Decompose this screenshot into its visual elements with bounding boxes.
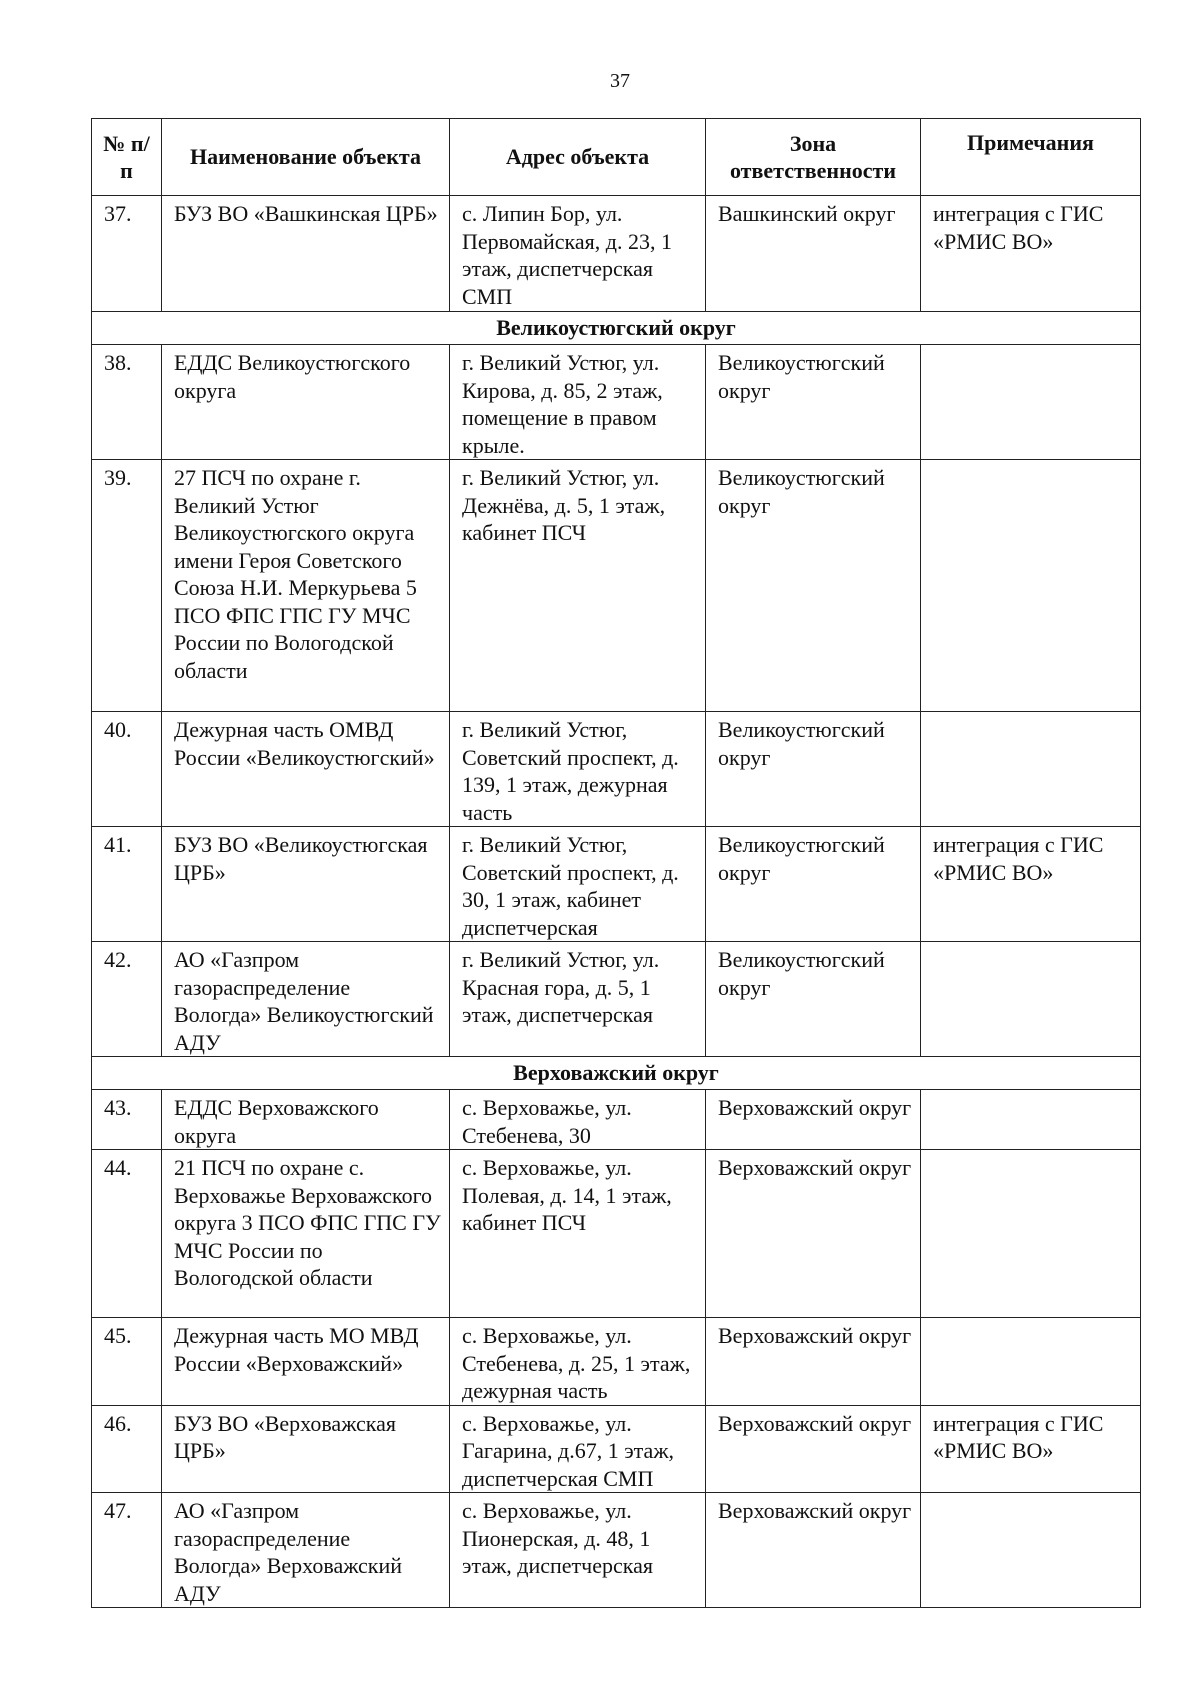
row-note: [921, 1150, 1141, 1318]
row-note: [921, 712, 1141, 827]
row-number: 45.: [92, 1318, 162, 1406]
section-row: [92, 1057, 1141, 1090]
row-note: [921, 345, 1141, 460]
table-row: [92, 1493, 1141, 1608]
responsibility-zone: Великоустюгский округ: [706, 827, 921, 942]
row-note: интеграция с ГИС «РМИС ВО»: [921, 827, 1141, 942]
object-name: 21 ПСЧ по охране с. Верховажье Верховажского округа 3 ПСО ФПС ГПС ГУ МЧС России по Вологодской области: [162, 1150, 450, 1318]
table-row: [92, 460, 1141, 712]
header-address: Адрес объекта: [450, 119, 706, 196]
row-number: 39.: [92, 460, 162, 712]
row-number: 42.: [92, 942, 162, 1057]
object-name: БУЗ ВО «Вашкинская ЦРБ»: [162, 196, 450, 312]
row-note: интеграция с ГИС «РМИС ВО»: [921, 1405, 1141, 1493]
header-num: № п/п: [92, 119, 162, 196]
row-number: 46.: [92, 1405, 162, 1493]
responsibility-zone: Великоустюгский округ: [706, 712, 921, 827]
table-row: [92, 1090, 1141, 1150]
table-row: [92, 1405, 1141, 1493]
row-note: [921, 1090, 1141, 1150]
section-row: [92, 312, 1141, 345]
object-name: ЕДДС Верховажского округа: [162, 1090, 450, 1150]
row-number: 43.: [92, 1090, 162, 1150]
row-number: 37.: [92, 196, 162, 312]
row-note: [921, 1493, 1141, 1608]
object-address: с. Липин Бор, ул. Первомайская, д. 23, 1 этаж, диспетчерская СМП: [450, 196, 706, 312]
table-row: [92, 1150, 1141, 1318]
section-title: Великоустюгский округ: [92, 312, 1141, 345]
section-title: Верховажский округ: [92, 1057, 1141, 1090]
row-number: 47.: [92, 1493, 162, 1608]
header-name: Наименование объекта: [162, 119, 450, 196]
object-address: г. Великий Устюг, Советский проспект, д. 30, 1 этаж, кабинет диспетчерская: [450, 827, 706, 942]
responsibility-zone: Великоустюгский округ: [706, 345, 921, 460]
object-address: г. Великий Устюг, Советский проспект, д. 139, 1 этаж, дежурная часть: [450, 712, 706, 827]
object-name: АО «Газпром газораспределение Вологда» Великоустюгский АДУ: [162, 942, 450, 1057]
row-number: 40.: [92, 712, 162, 827]
object-name: 27 ПСЧ по охране г. Великий Устюг Великоустюгского округа имени Героя Советского Союза Н.И. Меркурьева 5 ПСО ФПС ГПС ГУ МЧС России по Вологодской области: [162, 460, 450, 712]
row-note: [921, 1318, 1141, 1406]
object-address: г. Великий Устюг, ул. Красная гора, д. 5, 1 этаж, диспетчерская: [450, 942, 706, 1057]
object-address: с. Верховажье, ул. Пионерская, д. 48, 1 этаж, диспетчерская: [450, 1493, 706, 1608]
row-note: [921, 460, 1141, 712]
table-row: [92, 1318, 1141, 1406]
table-row: [92, 827, 1141, 942]
row-number: 41.: [92, 827, 162, 942]
page-number: 37: [610, 70, 630, 92]
object-name: Дежурная часть МО МВД России «Верховажский»: [162, 1318, 450, 1406]
object-name: БУЗ ВО «Великоустюгская ЦРБ»: [162, 827, 450, 942]
object-name: ЕДДС Великоустюгского округа: [162, 345, 450, 460]
object-name: БУЗ ВО «Верховажская ЦРБ»: [162, 1405, 450, 1493]
table-row: [92, 942, 1141, 1057]
table-row: [92, 196, 1141, 312]
object-name: Дежурная часть ОМВД России «Великоустюгский»: [162, 712, 450, 827]
responsibility-zone: Верховажский округ: [706, 1090, 921, 1150]
row-note: интеграция с ГИС «РМИС ВО»: [921, 196, 1141, 312]
row-number: 44.: [92, 1150, 162, 1318]
object-address: с. Верховажье, ул. Стебенева, д. 25, 1 этаж, дежурная часть: [450, 1318, 706, 1406]
object-name: АО «Газпром газораспределение Вологда» Верховажский АДУ: [162, 1493, 450, 1608]
object-address: г. Великий Устюг, ул. Кирова, д. 85, 2 этаж, помещение в правом крыле.: [450, 345, 706, 460]
responsibility-zone: Верховажский округ: [706, 1318, 921, 1406]
table-row: [92, 345, 1141, 460]
responsibility-zone: Верховажский округ: [706, 1493, 921, 1608]
responsibility-zone: Великоустюгский округ: [706, 460, 921, 712]
row-number: 38.: [92, 345, 162, 460]
responsibility-zone: Вашкинский округ: [706, 196, 921, 312]
responsibility-zone: Великоустюгский округ: [706, 942, 921, 1057]
header-zone: Зона ответственности: [706, 119, 921, 196]
responsibility-zone: Верховажский округ: [706, 1150, 921, 1318]
header-note: Примечания: [921, 119, 1141, 196]
table-body: [92, 196, 1141, 1608]
object-address: с. Верховажье, ул. Стебенева, 30: [450, 1090, 706, 1150]
objects-table: [91, 118, 1141, 1608]
responsibility-zone: Верховажский округ: [706, 1405, 921, 1493]
row-note: [921, 942, 1141, 1057]
table-header-row: [92, 119, 1141, 196]
table-row: [92, 712, 1141, 827]
object-address: с. Верховажье, ул. Полевая, д. 14, 1 этаж, кабинет ПСЧ: [450, 1150, 706, 1318]
object-address: с. Верховажье, ул. Гагарина, д.67, 1 этаж, диспетчерская СМП: [450, 1405, 706, 1493]
object-address: г. Великий Устюг, ул. Дежнёва, д. 5, 1 этаж, кабинет ПСЧ: [450, 460, 706, 712]
